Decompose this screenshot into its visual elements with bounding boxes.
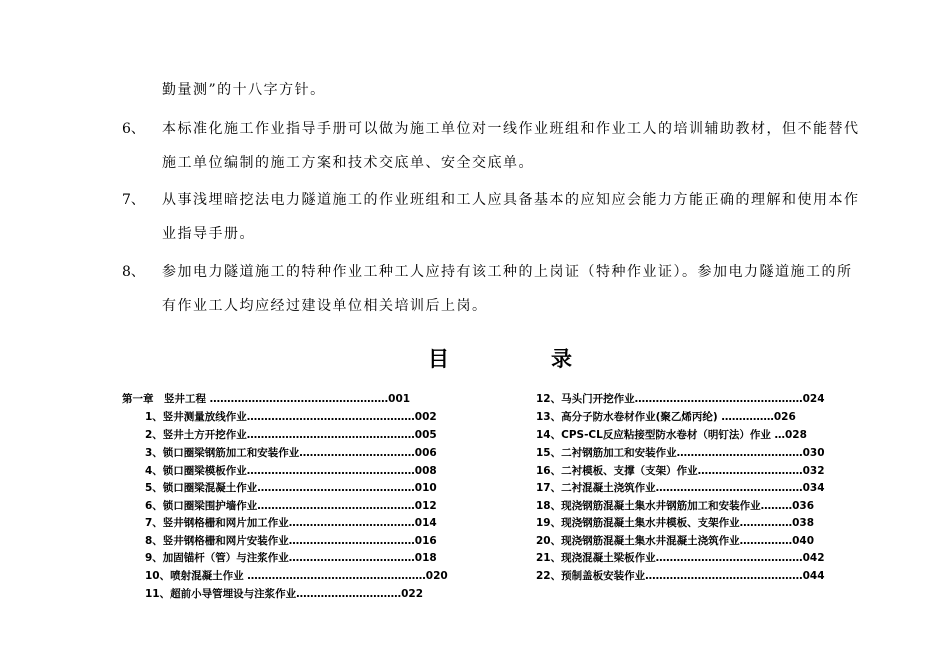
body-line-6: 参加电力隧道施工的特种作业工种工人应持有该工种的上岗证（特种作业证）。参加电力隧道施工的所: [162, 264, 853, 280]
toc-entry[interactable]: 9、加固锚杆（管）与注浆作业………………………………018: [145, 552, 437, 564]
toc-entry[interactable]: 12、马头门开挖作业…………………………………………024: [536, 393, 825, 405]
toc-entry[interactable]: 3、锁口圈梁钢筋加工和安装作业……………………………006: [145, 447, 437, 459]
toc-entry[interactable]: 15、二衬钢筋加工和安装作业………………………………030: [536, 447, 825, 459]
item-number-6: 6、: [122, 121, 145, 137]
toc-entry[interactable]: 19、现浇钢筋混凝土集水井模板、支架作业……………038: [536, 517, 815, 529]
toc-entry[interactable]: 22、预制盖板安装作业………………………………………044: [536, 570, 825, 582]
toc-entry[interactable]: 14、CPS-CL反应粘接型防水卷材（明钉法）作业 …028: [536, 429, 807, 441]
toc-entry[interactable]: 7、竖井钢格栅和网片加工作业………………………………014: [145, 517, 437, 529]
toc-entry[interactable]: 8、竖井钢格栅和网片安装作业………………………………016: [145, 535, 437, 547]
toc-entry[interactable]: 17、二衬混凝土浇筑作业……………………………………034: [536, 482, 825, 494]
toc-entry[interactable]: 20、现浇钢筋混凝土集水井混凝土浇筑作业……………040: [536, 535, 815, 547]
body-line-3: 施工单位编制的施工方案和技术交底单、安全交底单。: [162, 155, 534, 171]
toc-entry[interactable]: 1、竖井测量放线作业…………………………………………002: [145, 411, 437, 423]
body-line-5: 业指导手册。: [162, 226, 255, 242]
toc-entry[interactable]: 6、锁口圈梁围护墙作业………………………………………012: [145, 500, 437, 512]
toc-entry[interactable]: 21、现浇混凝土梁板作业……………………………………042: [536, 552, 825, 564]
toc-entry[interactable]: 16、二衬模板、支撑（支架）作业…………………………032: [536, 465, 825, 477]
body-line-4: 从事浅埋暗挖法电力隧道施工的作业班组和工人应具备基本的应知应会能力方能正确的理解和使用本作: [162, 192, 860, 208]
item-number-7: 7、: [122, 192, 145, 208]
item-number-8: 8、: [122, 264, 145, 280]
toc-entry[interactable]: 10、喷射混凝土作业 ……………………………………………020: [145, 570, 448, 582]
toc-entry[interactable]: 18、现浇钢筋混凝土集水井钢筋加工和安装作业………036: [536, 500, 815, 512]
toc-entry[interactable]: 5、锁口圈梁混凝土作业………………………………………010: [145, 482, 437, 494]
toc-title-left: 目: [428, 346, 449, 371]
body-line-1: 勤量测”的十八字方针。: [162, 82, 326, 98]
body-line-2: 本标准化施工作业指导手册可以做为施工单位对一线作业班组和作业工人的培训辅助教材，但不能替代: [162, 121, 860, 137]
body-line-7: 有作业工人均应经过建设单位相关培训后上岗。: [162, 298, 488, 314]
toc-title-right: 录: [551, 346, 572, 371]
toc-entry[interactable]: 13、高分子防水卷材作业(聚乙烯丙纶) ……………026: [536, 411, 796, 423]
toc-entry[interactable]: 第一章 竖井工程 ……………………………………………001: [122, 393, 411, 405]
toc-entry[interactable]: 11、超前小导管埋设与注浆作业…………………………022: [145, 588, 424, 600]
toc-entry[interactable]: 2、竖井土方开挖作业…………………………………………005: [145, 429, 437, 441]
toc-entry[interactable]: 4、锁口圈梁模板作业…………………………………………008: [145, 465, 437, 477]
